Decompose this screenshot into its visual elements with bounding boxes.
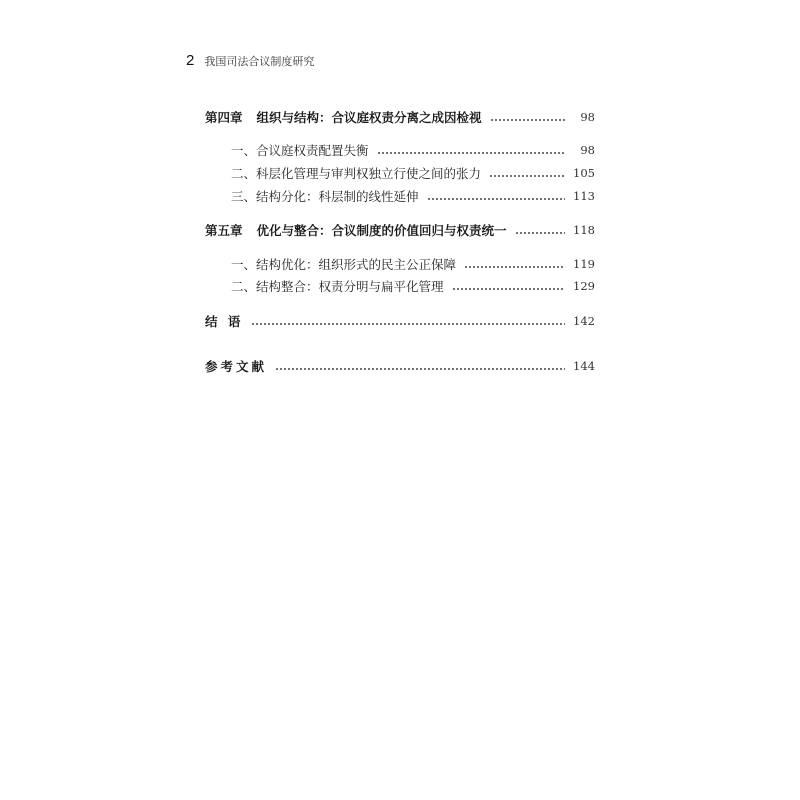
section-title: 一、结构优化：组织形式的民主公正保障 <box>231 257 457 272</box>
section-title: 三、结构分化：科层制的线性延伸 <box>231 189 419 204</box>
page-ref: 98 <box>580 143 595 157</box>
section-title: 一、合议庭权责配置失衡 <box>231 143 369 158</box>
page-ref: 105 <box>573 166 595 180</box>
chapter-label: 第四章 <box>205 110 243 125</box>
page-ref: 142 <box>573 314 595 328</box>
page-ref: 129 <box>573 279 595 293</box>
page-ref: 144 <box>573 359 595 373</box>
page-ref: 118 <box>573 223 595 237</box>
table-of-contents <box>205 0 595 800</box>
dot-leader <box>427 198 565 200</box>
toc-section[interactable] <box>231 162 595 184</box>
chapter-title: 组织与结构：合议庭权责分离之成因检视 <box>256 110 482 125</box>
page-ref: 113 <box>573 189 595 203</box>
chapter-label: 第五章 <box>205 223 243 238</box>
references-title: 参考文献 <box>205 359 268 374</box>
section-title: 二、结构整合：权责分明与扁平化管理 <box>231 279 444 294</box>
running-title: 我国司法合议制度研究 <box>204 55 315 68</box>
dot-leader <box>275 368 565 370</box>
page-ref: 119 <box>573 257 595 271</box>
dot-leader <box>490 119 565 121</box>
toc-chapter-4[interactable] <box>205 106 595 128</box>
toc-conclusion[interactable] <box>205 310 595 332</box>
toc-section[interactable] <box>231 253 595 275</box>
conclusion-title: 结 语 <box>205 314 244 329</box>
chapter-title: 优化与整合：合议制度的价值回归与权责统一 <box>256 223 507 238</box>
toc-section[interactable] <box>231 139 595 161</box>
toc-section[interactable] <box>231 275 595 297</box>
dot-leader <box>464 266 565 268</box>
section-title: 二、科层化管理与审判权独立行使之间的张力 <box>231 166 482 181</box>
toc-chapter-5[interactable] <box>205 219 595 241</box>
page-ref: 98 <box>580 110 595 124</box>
dot-leader <box>377 152 565 154</box>
dot-leader <box>251 323 565 325</box>
toc-references[interactable] <box>205 355 595 377</box>
dot-leader <box>452 288 565 290</box>
dot-leader <box>515 232 565 234</box>
dot-leader <box>489 175 565 177</box>
page-number: 2 <box>186 52 195 69</box>
toc-section[interactable] <box>231 185 595 207</box>
